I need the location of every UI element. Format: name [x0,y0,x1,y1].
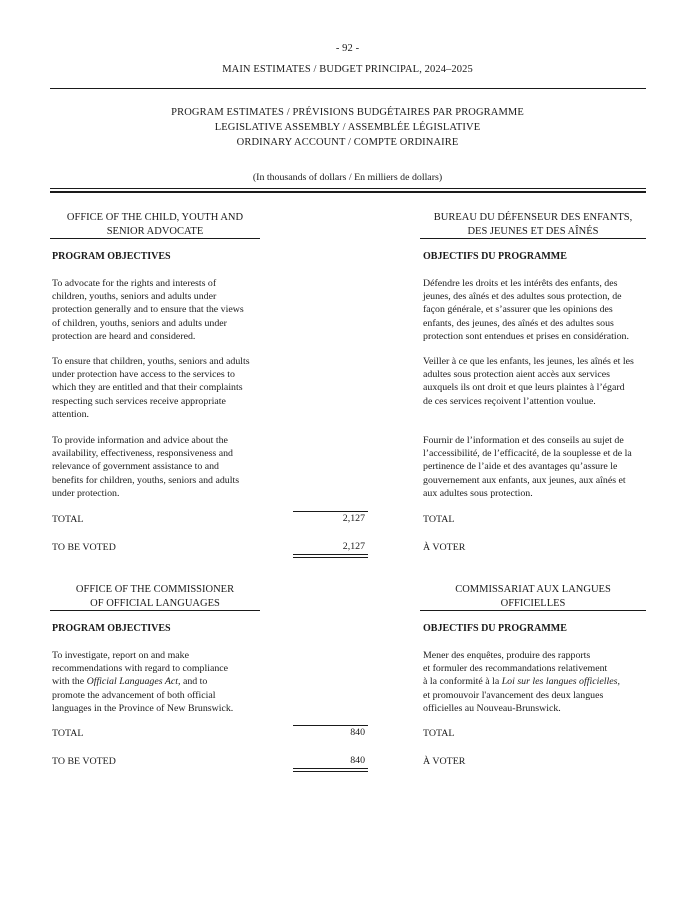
s2-total-rule [293,725,368,726]
text-line: et formuler des recommandations relativement [423,663,608,675]
s1-en-paragraph-1 [52,277,292,343]
s1-total-label-fr: TOTAL [423,514,455,525]
text-line: gouvernement aux enfants, aux jeunes, aux aînés et [423,474,626,486]
text-line: adultes sous protection aient accès aux services [423,369,611,381]
s2-voted-amount: 840 [350,755,365,766]
text-line: de ces services reçoivent l’attention voulue. [423,395,596,407]
running-head: MAIN ESTIMATES / BUDGET PRINCIPAL, 2024–2025 [222,64,473,75]
text-line: officielles au Nouveau-Brunswick. [423,702,561,714]
s2-voted-label: TO BE VOTED [52,756,116,767]
text-line: of children, youths, seniors and adults under [52,317,227,329]
title-line-2: LEGISLATIVE ASSEMBLY / ASSEMBLÉE LÉGISLATIVE [214,122,481,133]
units-rule-bottom [50,191,646,193]
text-line: benefits for children, youths, seniors and adults [52,474,240,486]
s1-total-rule [293,511,368,512]
s2-voted-rule-2 [293,771,368,772]
text-line: l’accessibilité, de l’efficacité, de la souplesse et de la [423,448,632,460]
s1-total-amount: 2,127 [342,513,365,524]
text-run: à la conformité à la [423,676,502,688]
text-run: with the [52,676,87,688]
text-line: protection generally and to ensure that the views [52,304,244,316]
text-line: promote the advancement of both official [52,689,216,701]
text-line: To investigate, report on and make [52,650,189,661]
s1-voted-rule-2 [293,557,368,558]
units-note: (In thousands of dollars / En milliers de dollars) [252,172,443,183]
text-line: Mener des enquêtes, produire des rapports [423,650,591,661]
text-line: availability, effectiveness, responsiveness and [52,448,233,460]
text-line [423,675,653,688]
text-line: protection sont entendues et prises en considération. [423,330,629,342]
title-line-1: PROGRAM ESTIMATES / PRÉVISIONS BUDGÉTAIRES PAR PROGRAMME [171,107,524,118]
s2-total-label-fr: TOTAL [423,728,455,739]
text-line: Défendre les droits et les intérêts des enfants, des [423,278,618,289]
header-rule [50,88,646,89]
s1-en-heading [50,211,260,239]
s2-voted-rule-1 [293,768,368,769]
s2-en-heading [50,583,260,611]
title-line-3: ORDINARY ACCOUNT / COMPTE ORDINAIRE [236,137,459,148]
s1-en-paragraph-2 [52,355,292,421]
text-run: and to [180,676,208,688]
s2-fr-heading-line-1: COMMISSARIAT AUX LANGUES [455,584,611,595]
text-line: façon générale, et s’assurer que les opinions des [423,304,613,316]
s2-en-heading-line-1: OFFICE OF THE COMMISSIONER [75,584,235,595]
units-rule-top [50,188,646,189]
text-line: To ensure that children, youths, seniors and adults [52,356,250,367]
text-line: auxquels ils ont droit et que leurs plaintes à l’égard [423,382,625,394]
text-line: children, youths, seniors and adults under [52,291,217,303]
s2-fr-objectives-label: OBJECTIFS DU PROGRAMME [423,623,567,634]
s2-en-paragraph [52,649,292,715]
s2-en-heading-line-2: OF OFFICIAL LANGUAGES [90,597,220,609]
s1-en-heading-line-1: OFFICE OF THE CHILD, YOUTH AND [66,212,244,223]
s1-en-paragraph-3 [52,434,292,500]
s1-fr-heading-line-2: DES JEUNES ET DES AÎNÉS [467,225,599,237]
text-line: which they are entitled and that their complaints [52,382,243,394]
text-line [52,675,292,688]
text-line: Fournir de l’information et des conseils au sujet de [423,435,624,446]
text-line: To provide information and advice about the [52,435,228,446]
s1-voted-label-fr: À VOTER [423,542,466,553]
text-line: To advocate for the rights and interests of [52,278,217,289]
act-title: Official Languages Act, [86,676,181,688]
s1-total-label: TOTAL [52,514,84,525]
act-title: Loi sur les langues officielles, [501,676,620,688]
text-line: pertinence de l’aide et des avantages qu’assure le [423,461,618,473]
text-line: attention. [52,408,90,420]
text-line: jeunes, des aînés et des adultes sous protection, de [423,291,622,303]
s1-fr-paragraph-1 [423,277,653,343]
text-line: aux adultes sous protection. [423,487,533,499]
s2-en-objectives-label: PROGRAM OBJECTIVES [52,623,171,634]
text-line: relevance of government assistance to and [52,461,219,473]
text-line: under protection have access to the services to [52,369,235,381]
s1-en-objectives-label: PROGRAM OBJECTIVES [52,251,171,262]
s2-fr-heading [420,583,646,611]
s2-total-label: TOTAL [52,728,84,739]
text-line: Veiller à ce que les enfants, les jeunes, les aînés et les [423,356,634,367]
s1-fr-heading-line-1: BUREAU DU DÉFENSEUR DES ENFANTS, [433,212,633,223]
text-line: respecting such services receive appropriate [52,395,226,407]
text-line: protection are heard and considered. [52,330,196,342]
text-line: et promouvoir l'avancement des deux langues [423,689,604,701]
s1-fr-paragraph-2 [423,355,653,408]
text-line: enfants, des jeunes, des aînés et des adultes sous [423,317,614,329]
page-number: - 92 - [335,43,360,54]
s1-voted-amount: 2,127 [342,541,365,552]
s1-fr-heading [420,211,646,239]
s2-fr-paragraph [423,649,653,715]
s1-en-heading-line-2: SENIOR ADVOCATE [106,225,204,237]
s2-fr-heading-line-2: OFFICIELLES [500,597,566,609]
text-line: under protection. [52,487,120,499]
s1-voted-label: TO BE VOTED [52,542,116,553]
s1-fr-paragraph-3 [423,434,653,500]
s1-fr-objectives-label: OBJECTIFS DU PROGRAMME [423,251,567,262]
text-line: languages in the Province of New Brunswick. [52,702,234,714]
s2-voted-label-fr: À VOTER [423,756,466,767]
text-line: recommendations with regard to compliance [52,663,229,675]
s2-total-amount: 840 [350,727,365,738]
s1-voted-rule-1 [293,554,368,555]
